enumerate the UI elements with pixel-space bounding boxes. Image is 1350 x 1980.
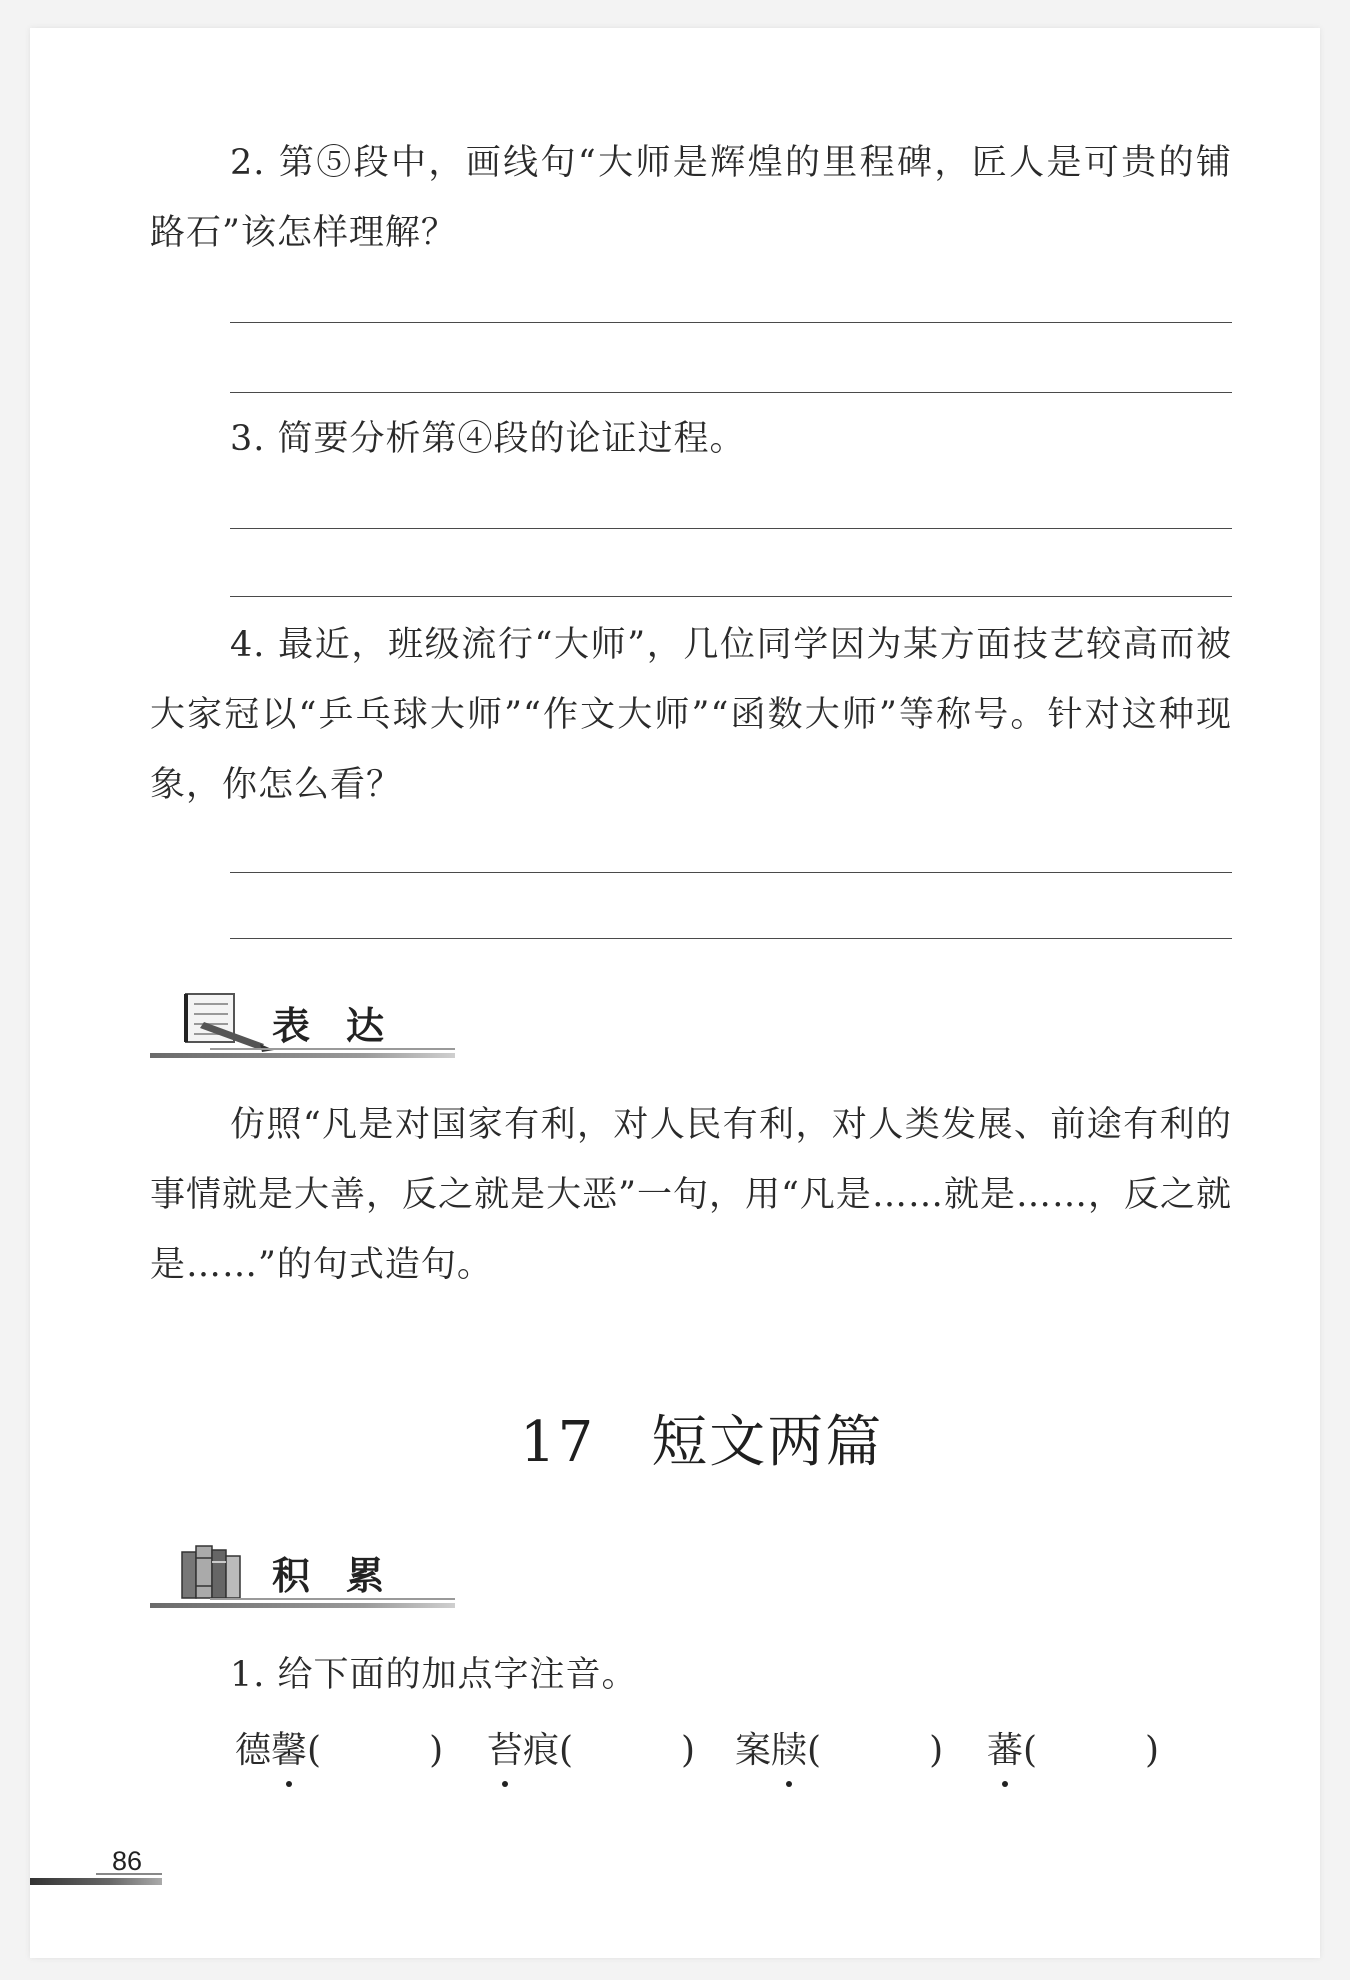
answer-line [230,322,1232,323]
answer-line [230,872,1232,873]
expression-task [150,1090,1232,1300]
section-header-expression [150,988,455,1058]
plain-char: 案 [735,1730,772,1771]
header-rule [150,1053,455,1058]
expression-task-text: 仿照“凡是对国家有利，对人民有利，对人类发展、前途有利的事情就是大善，反之就是大恶”一句，用“凡是……就是……，反之就是……”的句式造句。 [150,1105,1232,1285]
pinyin-item [235,1722,443,1773]
question-3-text: 3. 简要分析第④段的论证过程。 [230,419,746,459]
answer-line [230,938,1232,939]
answer-blank: ( ) [1023,1730,1160,1771]
answer-blank: ( ) [807,1730,944,1771]
page-rule [30,1878,162,1885]
section-header-accumulation [150,1538,455,1608]
page-number: 86 [112,1846,143,1876]
pinyin-item [735,1722,943,1773]
chapter-title [520,1398,883,1478]
question-3 [150,404,1232,474]
answer-line [230,596,1232,597]
pinyin-item [487,1722,695,1773]
section-title-expression: 表达 [272,1004,421,1048]
answer-line [230,528,1232,529]
books-icon [176,1542,286,1602]
question-2 [150,128,1232,268]
chapter-name: 短文两篇 [651,1410,884,1475]
accumulation-instruction: 1. 给下面的加点字注音。 [230,1655,638,1695]
question-4 [150,610,1232,820]
accumulation-question-1 [150,1640,1232,1710]
dotted-char: 蕃 [987,1722,1023,1773]
plain-char: 德 [235,1730,272,1771]
dotted-char: 苔 [487,1722,523,1773]
answer-blank: ( ) [307,1730,444,1771]
pinyin-item [987,1722,1159,1773]
section-title-accumulation: 积累 [272,1554,421,1598]
answer-line [230,392,1232,393]
dotted-char: 牍 [771,1722,807,1773]
dotted-char: 馨 [271,1722,307,1773]
chapter-number: 17 [520,1410,596,1475]
question-2-text: 2. 第⑤段中，画线句“大师是辉煌的里程碑，匠人是可贵的铺路石”该怎样理解？ [150,143,1232,253]
header-rule [150,1603,455,1608]
notebook-pen-icon [174,992,284,1052]
question-4-text: 4. 最近，班级流行“大师”，几位同学因为某方面技艺较高而被大家冠以“乒乓球大师”“作文大师”“函数大师”等称号。针对这种现象，你怎么看？ [150,625,1232,805]
answer-blank: 痕( ) [523,1730,696,1771]
